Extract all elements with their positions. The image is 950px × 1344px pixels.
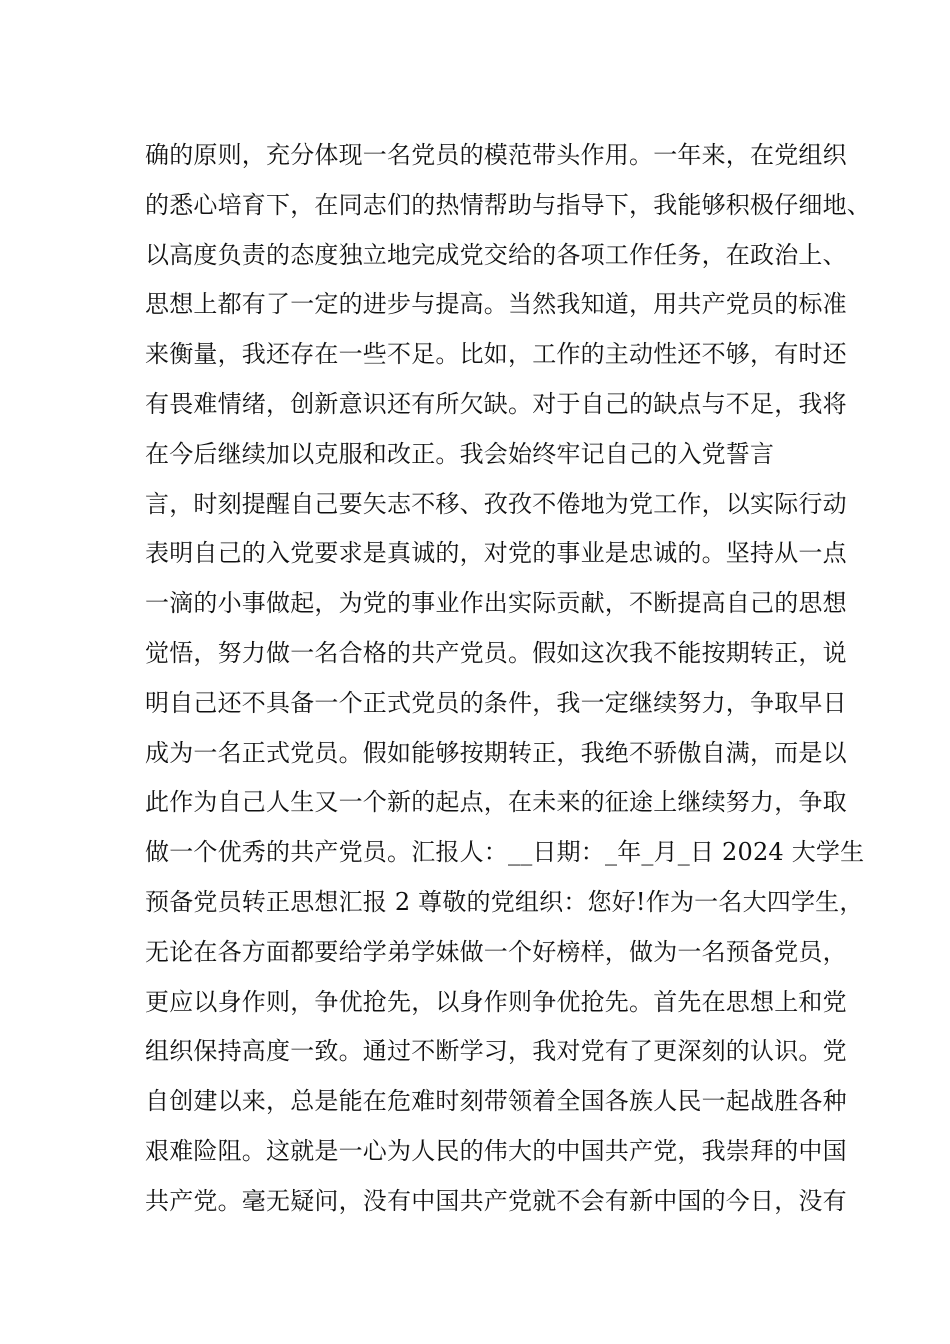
- text-line: 明自己还不具备一个正式党员的条件，我一定继续努力，争取早日: [145, 688, 847, 717]
- text-line: 成为一名正式党员。假如能够按期转正，我绝不骄傲自满，而是以: [145, 738, 847, 767]
- text-line: 自创建以来，总是能在危难时刻带领着全国各族人民一起战胜各种: [145, 1087, 847, 1116]
- text-line: 做一个优秀的共产党员。汇报人：__日期：_年_月_日 2024 大学生: [145, 838, 865, 867]
- text-line: 组织保持高度一致。通过不断学习，我对党有了更深刻的认识。党: [145, 1037, 847, 1066]
- text-line: 此作为自己人生又一个新的起点，在未来的征途上继续努力，争取: [145, 788, 847, 817]
- text-line: 确的原则，充分体现一名党员的模范带头作用。一年来，在党组织: [145, 141, 847, 169]
- text-line: 思想上都有了一定的进步与提高。当然我知道，用共产党员的标准: [145, 290, 847, 319]
- text-line: 以高度负责的态度独立地完成党交给的各项工作任务，在政治上、: [145, 240, 847, 269]
- text-line: 有畏难情绪，创新意识还有所欠缺。对于自己的缺点与不足，我将: [145, 389, 847, 418]
- body-text: [145, 131, 871, 1227]
- text-line: 共产党。毫无疑问，没有中国共产党就不会有新中国的今日，没有: [145, 1186, 847, 1215]
- text-line: 艰难险阻。这就是一心为人民的伟大的中国共产党，我崇拜的中国: [145, 1136, 847, 1165]
- text-line: 一滴的小事做起，为党的事业作出实际贡献，不断提高自己的思想: [145, 589, 847, 618]
- text-line: 更应以身作则，争优抢先，以身作则争优抢先。首先在思想上和党: [145, 987, 847, 1016]
- text-line: 言，时刻提醒自己要矢志不移、孜孜不倦地为党工作，以实际行动: [145, 489, 847, 518]
- text-line: 在今后继续加以克服和改正。我会始终牢记自己的入党誓言: [145, 439, 775, 468]
- text-line: 预备党员转正思想汇报 2 尊敬的党组织：您好!作为一名大四学生，: [145, 887, 864, 916]
- text-line: 无论在各方面都要给学弟学妹做一个好榜样，做为一名预备党员，: [145, 937, 847, 966]
- text-line: 来衡量，我还存在一些不足。比如，工作的主动性还不够，有时还: [145, 340, 847, 369]
- text-line: 的悉心培育下，在同志们的热情帮助与指导下，我能够积极仔细地、: [145, 190, 871, 219]
- text-line: 觉悟，努力做一名合格的共产党员。假如这次我不能按期转正，说: [145, 638, 847, 667]
- text-line: 表明自己的入党要求是真诚的，对党的事业是忠诚的。坚持从一点: [145, 539, 847, 568]
